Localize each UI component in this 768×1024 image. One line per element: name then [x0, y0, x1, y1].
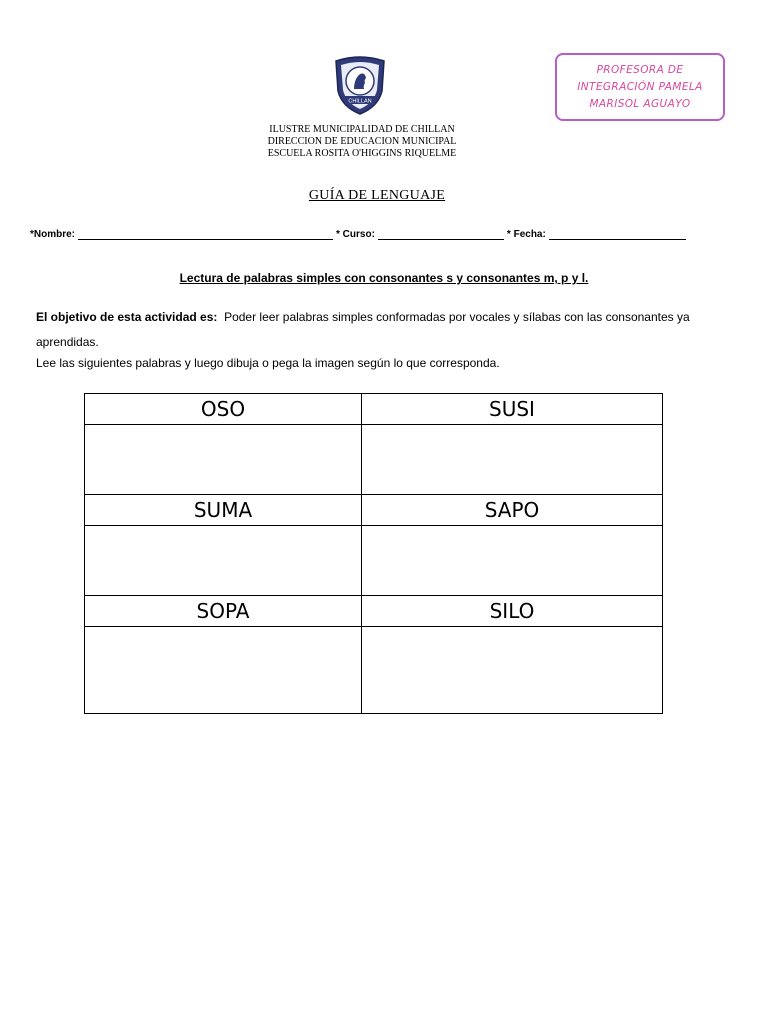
word-cell: SOPA [85, 596, 362, 627]
drawing-cell[interactable] [85, 627, 362, 714]
teacher-name-box [555, 53, 725, 121]
school-crest-icon [330, 53, 390, 115]
school-header [160, 124, 564, 160]
teacher-line-3: MARISOL AGUAYO [589, 97, 691, 110]
drawing-cell[interactable] [85, 425, 362, 495]
header-line-1: ILUSTRE MUNICIPALIDAD DE CHILLAN [269, 124, 455, 135]
activity-subtitle: Lectura de palabras simples con consonantes s y consonantes m, p y l. [179, 271, 589, 285]
date-field[interactable] [549, 229, 686, 240]
logo-text: CHILLAN [348, 98, 372, 105]
table-row [85, 495, 663, 526]
drawing-cell[interactable] [362, 425, 663, 495]
objective-label: El objetivo de esta actividad es: [36, 310, 218, 324]
table-row [85, 425, 663, 495]
drawing-cell[interactable] [85, 526, 362, 596]
table-row [85, 394, 663, 425]
objective-paragraph [36, 305, 736, 355]
teacher-line-1: PROFESORA DE [596, 63, 684, 76]
table-row [85, 596, 663, 627]
instruction-text: Lee las siguientes palabras y luego dibuja o pega la imagen según lo que corresponda. [36, 356, 500, 370]
table-row [85, 526, 663, 596]
page-title: GUÍA DE LENGUAJE [308, 188, 446, 203]
name-field[interactable] [78, 229, 333, 240]
word-cell: SUSI [362, 394, 663, 425]
word-cell: SILO [362, 596, 663, 627]
drawing-cell[interactable] [362, 526, 663, 596]
student-form-line [30, 229, 730, 240]
table-row [85, 627, 663, 714]
header-line-2: DIRECCION DE EDUCACION MUNICIPAL [267, 136, 457, 147]
word-cell: SUMA [85, 495, 362, 526]
teacher-line-2: INTEGRACIÓN PAMELA [577, 80, 703, 93]
course-field[interactable] [378, 229, 504, 240]
course-label: * Curso: [336, 229, 375, 240]
name-label: *Nombre: [30, 229, 76, 240]
words-table [84, 393, 663, 714]
drawing-cell[interactable] [362, 627, 663, 714]
objective-text: Poder leer palabras simples conformadas por vocales y sílabas con las consonantes ya aprendidas. [36, 310, 690, 349]
word-cell: SAPO [362, 495, 663, 526]
word-cell: OSO [85, 394, 362, 425]
date-label: * Fecha: [506, 229, 546, 240]
header-line-3: ESCUELA ROSITA O'HIGGINS RIQUELME [267, 148, 457, 159]
